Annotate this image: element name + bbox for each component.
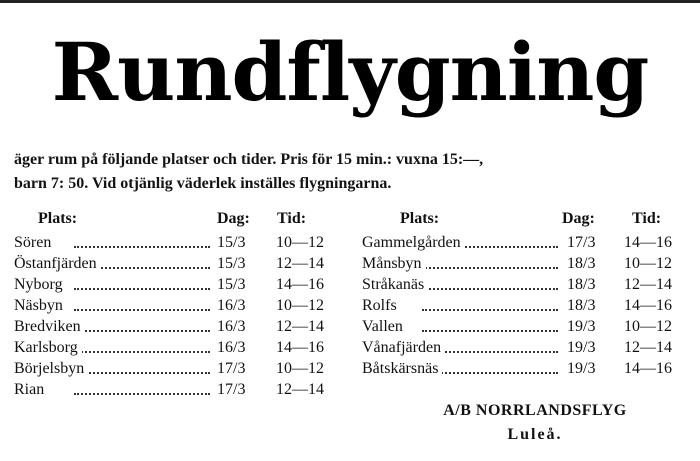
day-value: 18/3	[567, 255, 596, 272]
dot-leader	[74, 372, 210, 374]
day-value: 17/3	[567, 234, 596, 251]
dot-leader	[74, 246, 210, 248]
place-name: Nyborg	[14, 274, 67, 295]
schedule-row	[14, 358, 339, 379]
day-value: 18/3	[567, 276, 596, 293]
place-name: Börjelsbyn	[14, 358, 88, 379]
time-value: 14—16	[624, 297, 672, 314]
day-value: 17/3	[217, 381, 246, 398]
time-value: 10—12	[624, 318, 672, 335]
dot-leader	[422, 309, 558, 311]
dot-leader	[74, 288, 210, 290]
time-value: 12—14	[276, 255, 324, 272]
schedule-row	[14, 232, 339, 253]
day-value: 16/3	[217, 339, 246, 356]
time-value: 14—16	[276, 339, 324, 356]
top-rule	[0, 0, 700, 3]
day-value: 15/3	[217, 255, 246, 272]
intro-line-1: äger rum på följande platser och tider. Pris för 15 min.: vuxna 15:—,	[14, 151, 484, 168]
time-value: 10—12	[276, 360, 324, 377]
time-value: 14—16	[624, 234, 672, 251]
place-name: Sören	[14, 232, 55, 253]
schedule-row	[14, 337, 339, 358]
schedule-header-left	[14, 210, 339, 232]
place-name: Stråkanäs	[362, 274, 428, 295]
schedule-row	[14, 316, 339, 337]
time-value: 14—16	[624, 360, 672, 377]
header-day: Dag:	[562, 210, 595, 227]
day-value: 19/3	[567, 360, 596, 377]
day-value: 16/3	[217, 297, 246, 314]
schedule-row	[362, 337, 684, 358]
header-place: Plats:	[400, 210, 440, 227]
dot-leader	[74, 309, 210, 311]
place-name: Bredviken	[14, 316, 85, 337]
day-value: 19/3	[567, 318, 596, 335]
time-value: 12—14	[624, 276, 672, 293]
time-value: 12—14	[276, 318, 324, 335]
schedule-right	[362, 210, 684, 379]
day-value: 16/3	[217, 318, 246, 335]
header-time: Tid:	[632, 210, 662, 227]
signature-company: A/B NORRLANDSFLYG	[443, 402, 627, 419]
dot-leader	[74, 330, 210, 332]
time-value: 14—16	[276, 276, 324, 293]
dot-leader	[74, 393, 210, 395]
schedule-row	[14, 274, 339, 295]
place-name: Vånafjärden	[362, 337, 445, 358]
schedule-row	[362, 316, 684, 337]
place-name: Näsbyn	[14, 295, 67, 316]
header-time: Tid:	[277, 210, 307, 227]
schedule-row	[14, 253, 339, 274]
day-value: 15/3	[217, 276, 246, 293]
place-name: Vallen	[362, 316, 407, 337]
dot-leader	[422, 288, 558, 290]
time-value: 12—14	[276, 381, 324, 398]
day-value: 19/3	[567, 339, 596, 356]
day-value: 18/3	[567, 297, 596, 314]
day-value: 17/3	[217, 360, 246, 377]
ad-title: Rundflygning	[51, 25, 649, 119]
schedule-row	[14, 295, 339, 316]
schedule-row	[362, 274, 684, 295]
place-name: Gammelgården	[362, 232, 465, 253]
intro-line-2: barn 7: 50. Vid otjänlig väderlek inställes flygningarna.	[14, 175, 392, 192]
intro-text	[14, 148, 692, 196]
time-value: 10—12	[624, 255, 672, 272]
schedule-row	[362, 253, 684, 274]
dot-leader	[74, 351, 210, 353]
dot-leader	[422, 330, 558, 332]
day-value: 15/3	[217, 234, 246, 251]
schedule-row	[14, 379, 339, 400]
schedule-left	[14, 210, 339, 400]
schedule-row	[362, 358, 684, 379]
signature-city: Luleå.	[507, 426, 563, 443]
time-value: 10—12	[276, 297, 324, 314]
time-value: 12—14	[624, 339, 672, 356]
place-name: Rolfs	[362, 295, 401, 316]
place-name: Båtskärsnäs	[362, 358, 442, 379]
place-name: Östanfjärden	[14, 253, 101, 274]
time-value: 10—12	[276, 234, 324, 251]
place-name: Karlsborg	[14, 337, 82, 358]
place-name: Rian	[14, 379, 48, 400]
dot-leader	[422, 267, 558, 269]
place-name: Månsbyn	[362, 253, 426, 274]
schedule-row	[362, 232, 684, 253]
schedule-row	[362, 295, 684, 316]
header-place: Plats:	[38, 210, 78, 227]
header-day: Dag:	[217, 210, 250, 227]
schedule-header-right	[362, 210, 684, 232]
